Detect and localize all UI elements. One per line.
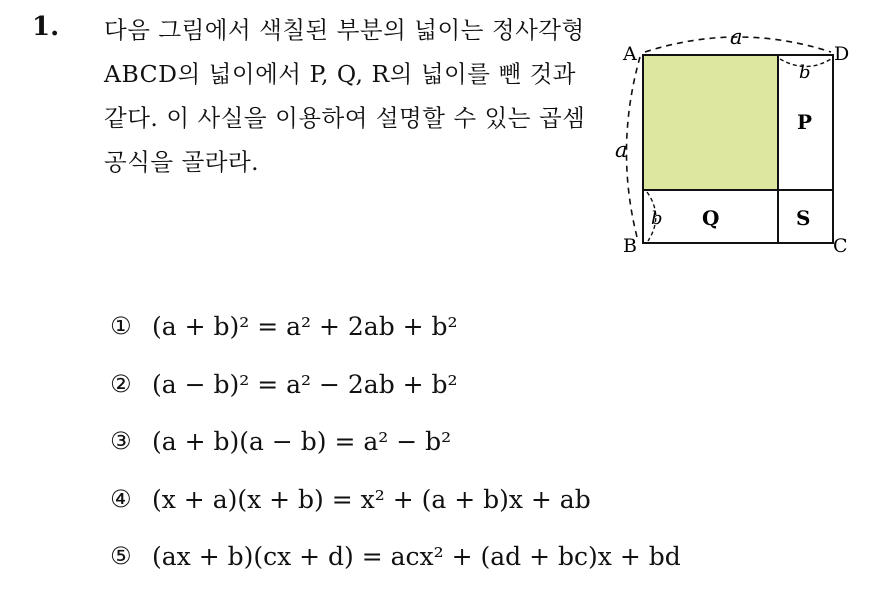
vertex-d-label: D [834, 43, 850, 65]
top-side-label: a [730, 25, 743, 49]
choice-expression: (a − b)² = a² − 2ab + b² [152, 369, 458, 399]
vertex-a-label: A [623, 43, 637, 65]
left-dashed-arc [626, 57, 640, 241]
choice-1[interactable] [110, 312, 681, 370]
square-figure [612, 24, 862, 264]
choice-list [110, 312, 681, 600]
choice-expression: (ax + b)(cx + d) = acx² + (ad + bc)x + bd [152, 542, 681, 571]
choice-marker: ③ [110, 427, 132, 455]
choice-5[interactable] [110, 542, 681, 600]
vertex-b-label: B [623, 235, 637, 257]
choice-marker: ① [110, 312, 132, 340]
region-s-label: S [796, 206, 811, 230]
choice-expression: (a + b)(a − b) = a² − b² [152, 427, 452, 456]
region-p-label: P [797, 110, 813, 134]
left-side-label: a [615, 138, 628, 162]
region-q-label: Q [702, 206, 720, 230]
choice-marker: ② [110, 369, 132, 398]
question-text: 다음 그림에서 색칠된 부분의 넓이는 정사각형 ABCD의 넓이에서 P, Q, R의 넓이를 뺀 것과 같다. 이 사실을 이용하여 설명할 수 있는 곱셈 공식을 골라라. [104, 16, 586, 176]
choice-4[interactable] [110, 485, 681, 543]
choice-marker: ④ [110, 484, 132, 513]
choice-marker: ⑤ [110, 542, 132, 570]
small-top-label: b [799, 62, 811, 83]
small-left-label: b [651, 208, 663, 229]
choice-2[interactable] [110, 370, 681, 428]
choice-expression: (a + b)² = a² + 2ab + b² [152, 312, 458, 341]
choice-expression: (x + a)(x + b) = x² + (a + b)x + ab [152, 484, 591, 514]
question-number: 1. [32, 12, 60, 42]
shaded-region [643, 55, 778, 190]
choice-3[interactable] [110, 427, 681, 485]
vertex-c-label: C [833, 235, 848, 257]
